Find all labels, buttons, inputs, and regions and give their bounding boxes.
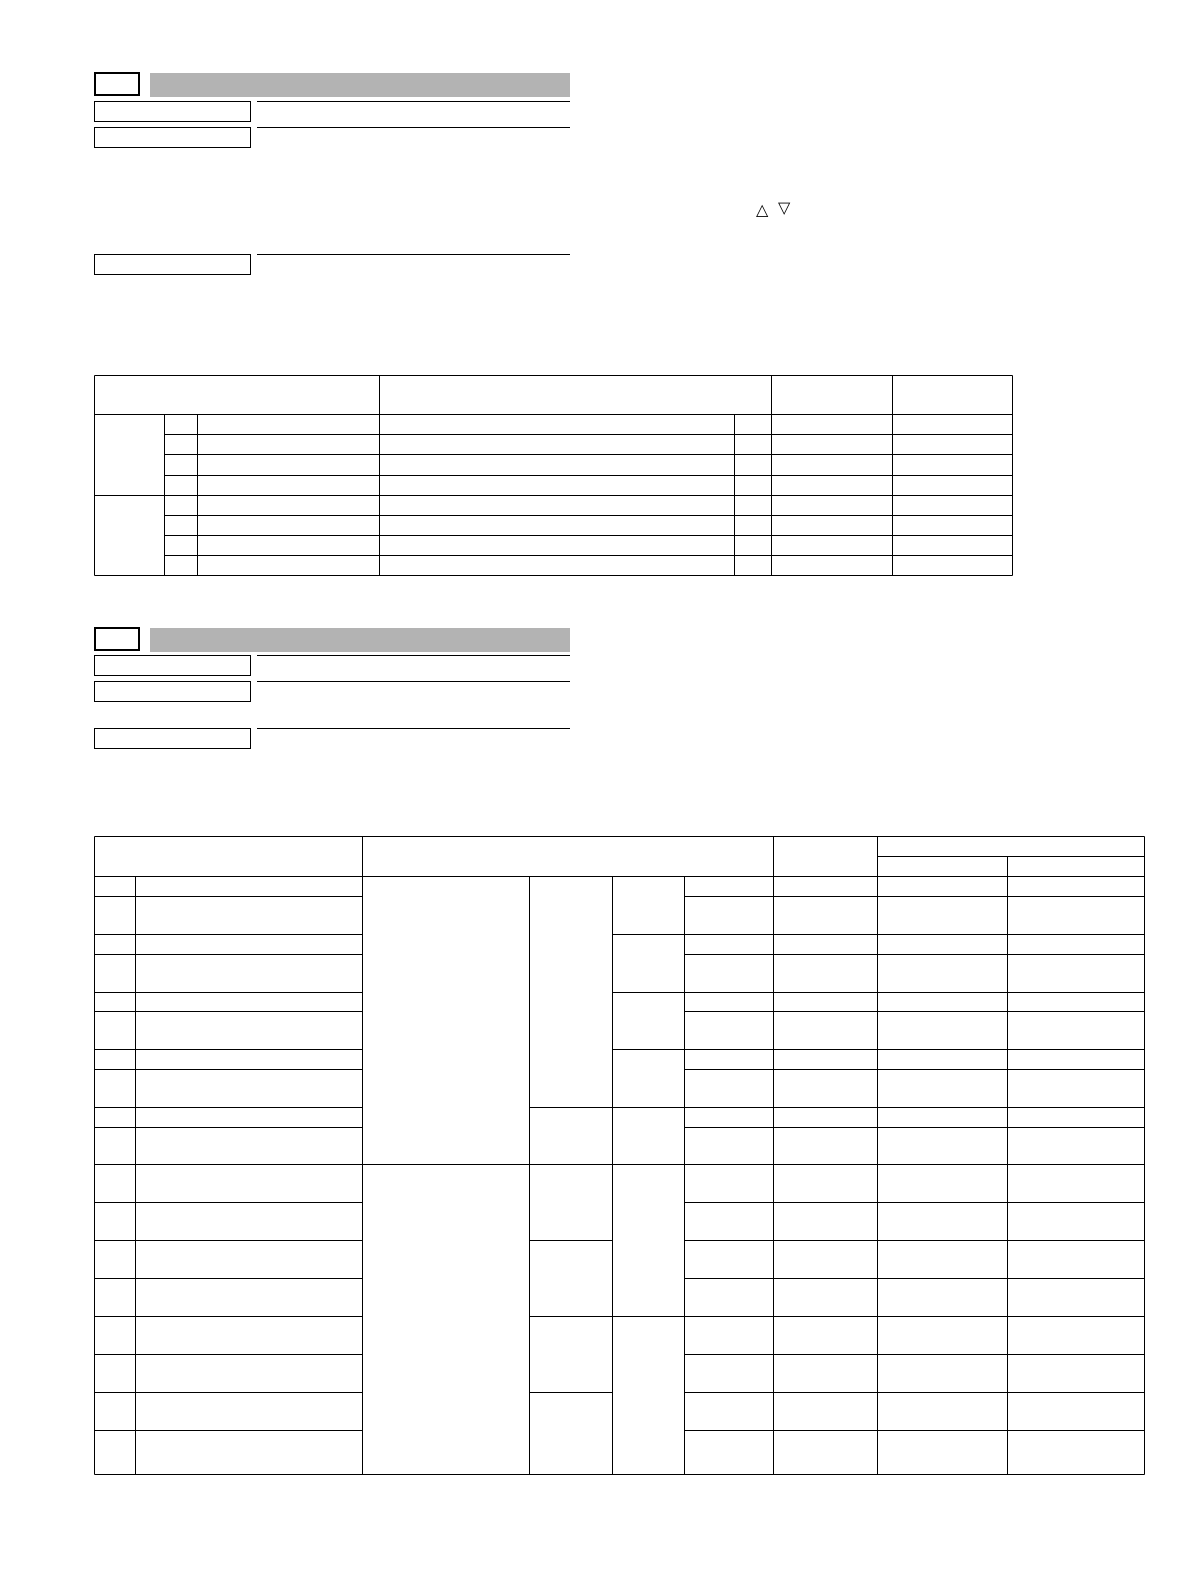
triangle-down-icon: ▽ bbox=[778, 198, 791, 217]
triangle-up-icon: △ bbox=[756, 200, 769, 219]
